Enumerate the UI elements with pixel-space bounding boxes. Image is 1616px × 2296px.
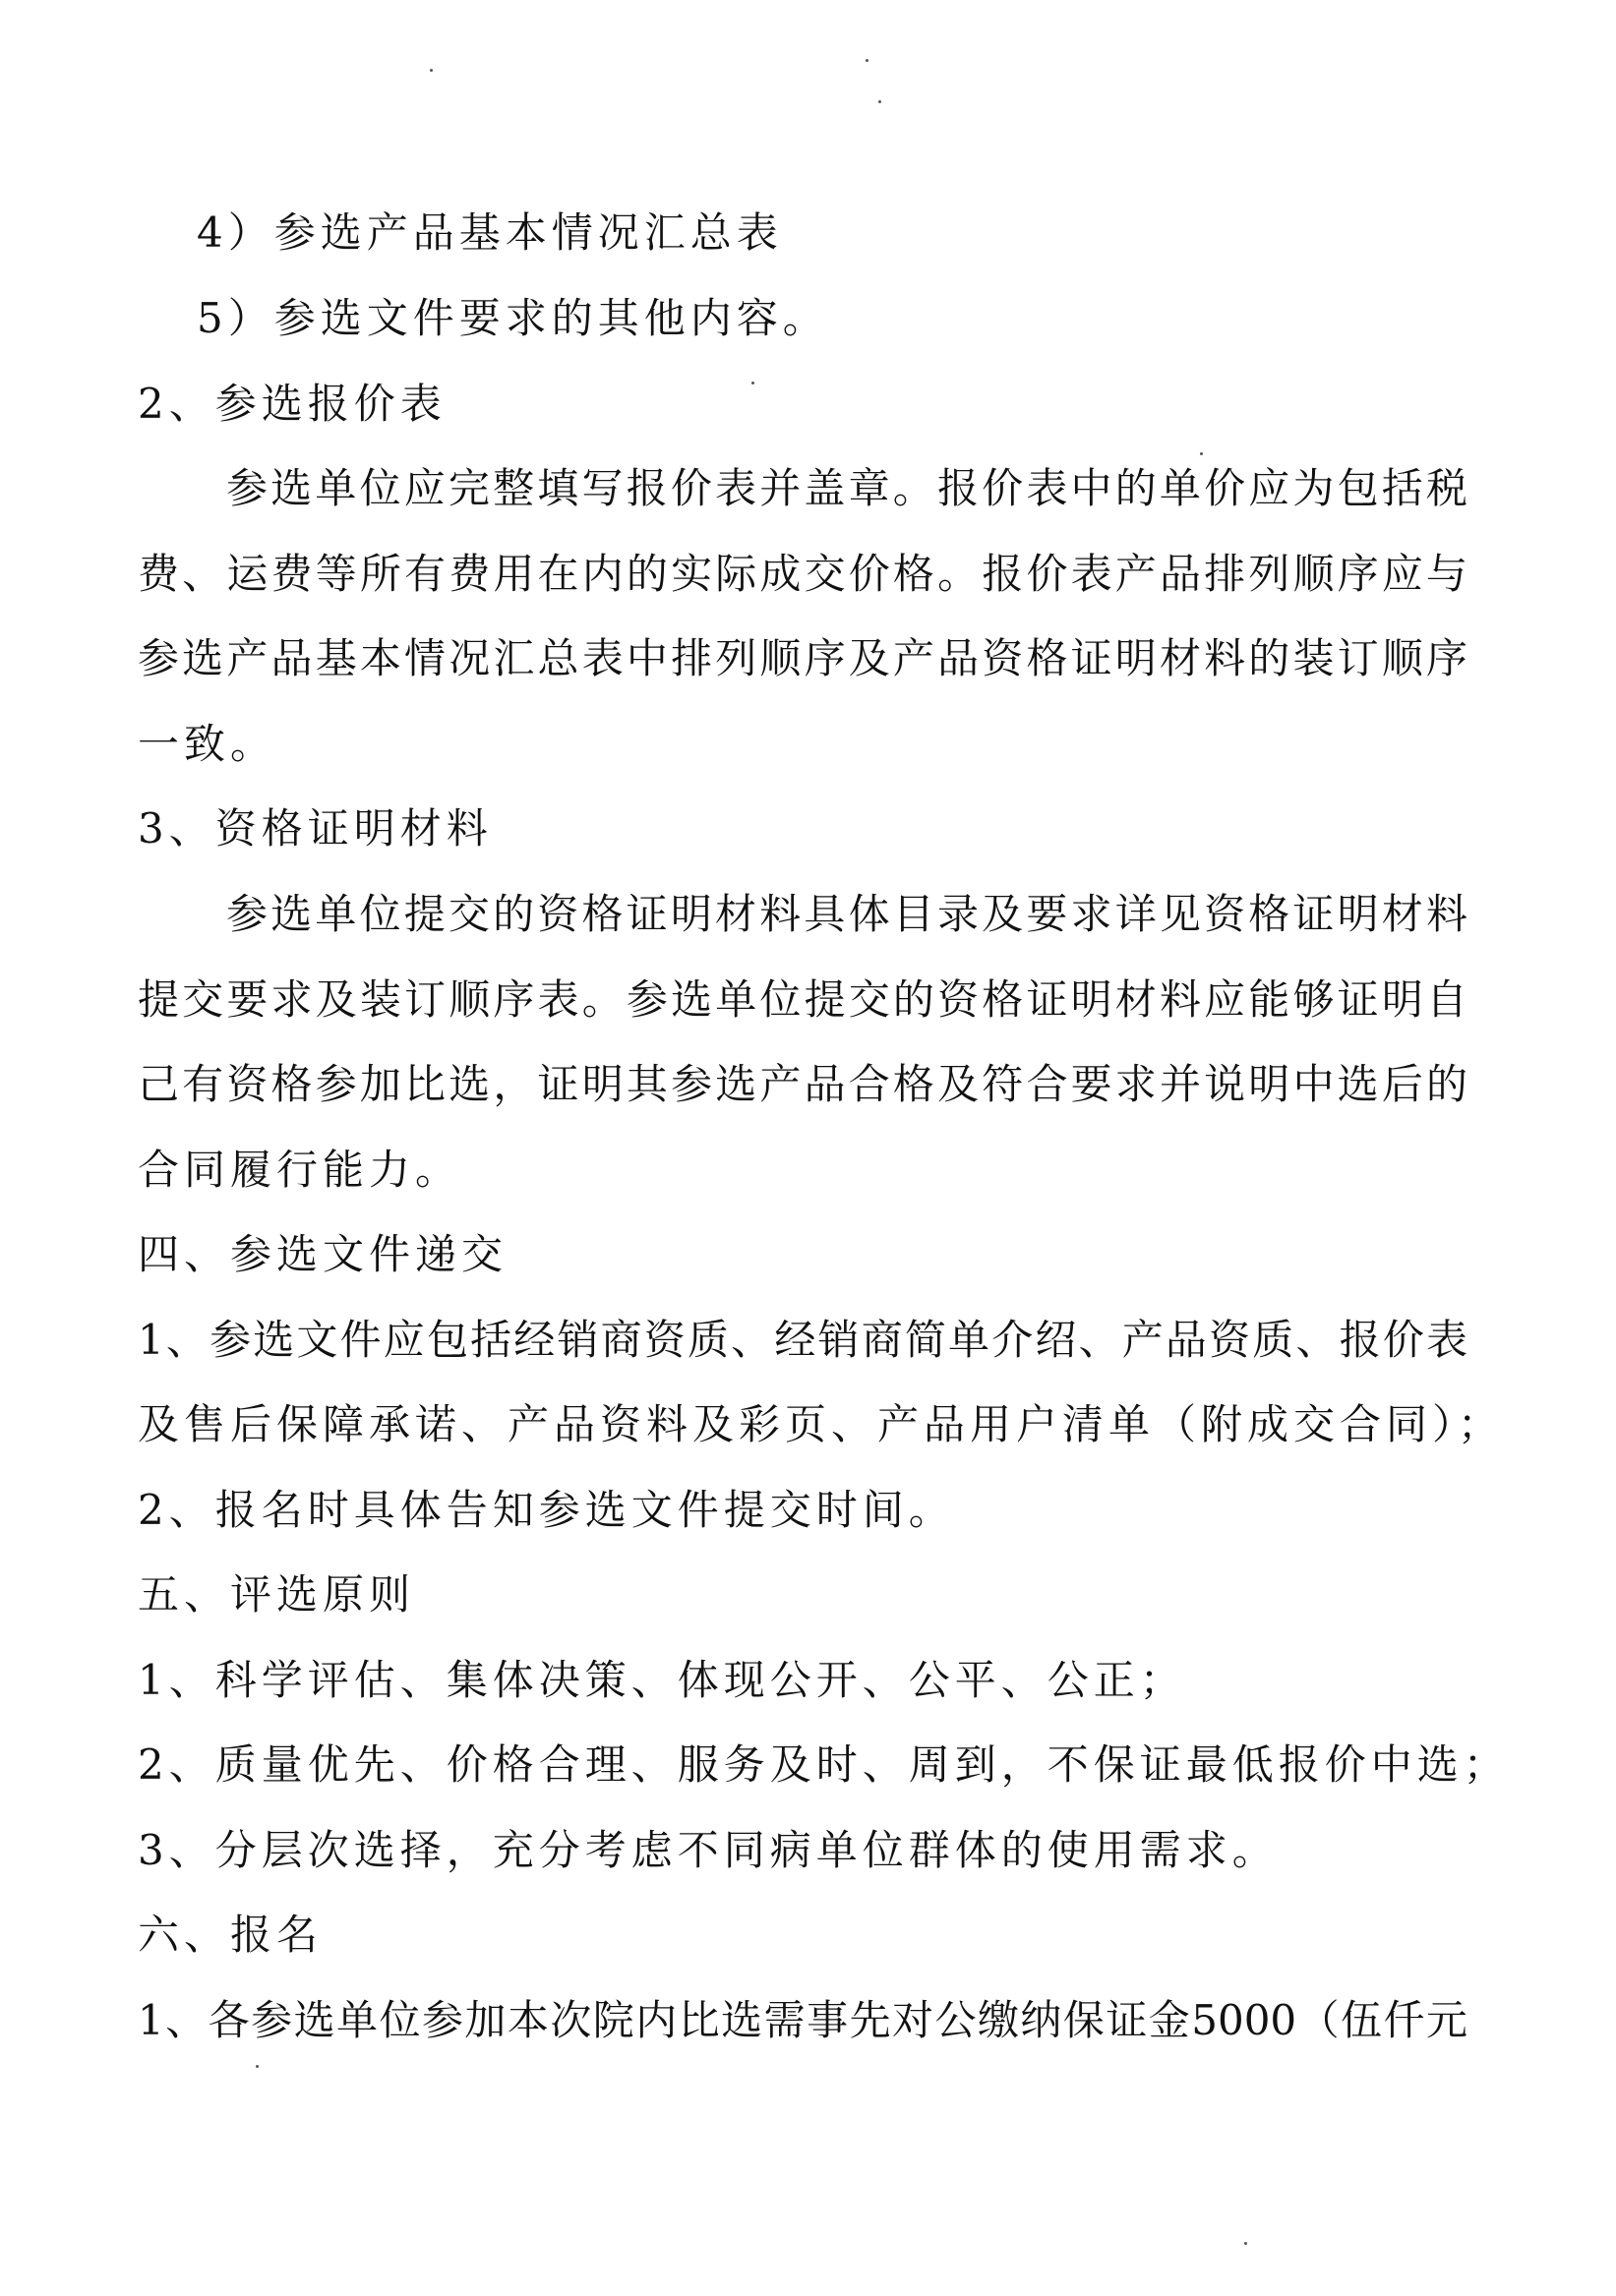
scan-speck [430, 69, 433, 72]
paragraph-line: 参选产品基本情况汇总表中排列顺序及产品资格证明材料的装订顺序 [138, 634, 1467, 682]
paragraph-line: 己有资格参加比选，证明其参选产品合格及符合要求并说明中选后的 [138, 1060, 1467, 1108]
paragraph-line: 1、各参选单位参加本次院内比选需事先对公缴纳保证金5000（伍仟元 [138, 1996, 1467, 2044]
section-heading-submission: 四、参选文件递交 [138, 1230, 509, 1278]
list-item-4: 4）参选产品基本情况汇总表 [197, 208, 783, 257]
paragraph-line: 一致。 [138, 720, 277, 768]
paragraph-line: 参选单位提交的资格证明材料具体目录及要求详见资格证明材料 [226, 890, 1467, 938]
paragraph-line: 2、质量优先、价格合理、服务及时、周到，不保证最低报价中选； [138, 1740, 1510, 1789]
paragraph-line: 1、科学评估、集体决策、体现公开、公平、公正； [138, 1656, 1186, 1704]
paragraph-line: 3、分层次选择，充分考虑不同病单位群体的使用需求。 [138, 1826, 1279, 1874]
section-heading-registration: 六、报名 [138, 1911, 324, 1959]
section-heading-quote-form: 2、参选报价表 [138, 380, 447, 428]
paragraph-line: 费、运费等所有费用在内的实际成交价格。报价表产品排列顺序应与 [138, 550, 1467, 598]
scan-speck [751, 382, 754, 384]
list-item-5: 5）参选文件要求的其他内容。 [197, 294, 829, 342]
scan-speck [256, 2065, 259, 2068]
paragraph-line: 合同履行能力。 [138, 1146, 462, 1194]
scan-speck [1200, 452, 1203, 455]
paragraph-line: 2、报名时具体告知参选文件提交时间。 [138, 1486, 955, 1534]
section-heading-qualification: 3、资格证明材料 [138, 804, 493, 853]
section-heading-principles: 五、评选原则 [138, 1570, 416, 1619]
scan-speck [866, 59, 868, 62]
paragraph-line: 及售后保障承诺、产品资料及彩页、产品用户清单（附成交合同）； [138, 1400, 1505, 1448]
scan-speck [878, 100, 881, 103]
paragraph-line: 参选单位应完整填写报价表并盖章。报价表中的单价应为包括税 [226, 464, 1467, 512]
paragraph-line: 提交要求及装订顺序表。参选单位提交的资格证明材料应能够证明自 [138, 975, 1467, 1024]
scan-speck [1244, 2242, 1247, 2245]
paragraph-line: 1、参选文件应包括经销商资质、经销商简单介绍、产品资质、报价表 [138, 1316, 1467, 1364]
